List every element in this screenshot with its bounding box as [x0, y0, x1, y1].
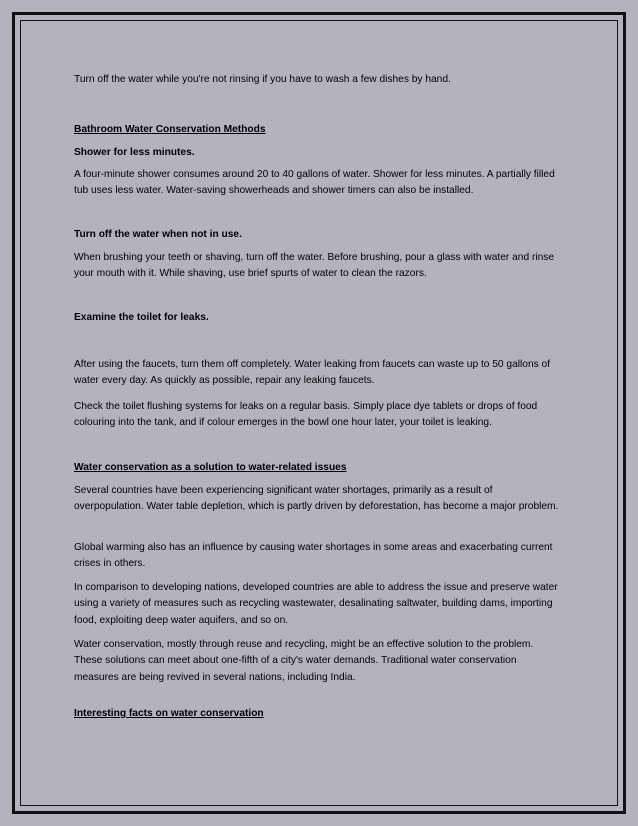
- solution-paragraph-1: Several countries have been experiencing significant water shortages, primarily as a result of overpopulation. Water table depletion, which is partly driven by deforestation, has become a major problem.: [74, 485, 559, 513]
- solution-paragraph-4: Water conservation, mostly through reuse and recycling, might be an effective solution to the problem. These solutions can meet about one-fifth of a city's water demands. Traditional water conservation measures are being revived in several nations, including India.: [74, 639, 534, 683]
- toilet-title: Examine the toilet for leaks.: [74, 312, 209, 323]
- intro-tip: Turn off the water while you're not rinsing if you have to wash a few dishes by hand.: [74, 74, 451, 85]
- bathroom-heading: Bathroom Water Conservation Methods: [74, 124, 266, 135]
- toilet-text: Check the toilet flushing systems for leaks on a regular basis. Simply place dye tablets or drops of food colouring into the tank, and if colour emerges in the bowl one hour later, your toilet is leaking.: [74, 401, 538, 429]
- faucets-text: After using the faucets, turn them off completely. Water leaking from faucets can waste up to 50 gallons of water every day. As quickly as possible, repair any leaking faucets.: [74, 359, 551, 387]
- solution-paragraph-2: Global warming also has an influence by causing water shortages in some areas and exacerbating current crises in others.: [74, 542, 553, 570]
- solution-paragraph-3: In comparison to developing nations, developed countries are able to address the issue and preserve water using a variety of measures such as recycling wastewater, desalinating saltwater, building dams, importing food, exploiting deep water aquifers, and so on.: [74, 582, 558, 626]
- facts-heading: Interesting facts on water conservation: [74, 708, 264, 719]
- water-off-text: When brushing your teeth or shaving, turn off the water. Before brushing, pour a glass with water and rinse your mouth with it. While shaving, use brief spurts of water to clean the razors.: [74, 252, 555, 280]
- shower-text: A four-minute shower consumes around 20 to 40 gallons of water. Shower for less minutes. A partially filled tub uses less water. Water-saving showerheads and shower timers can also be installed.: [74, 169, 555, 197]
- water-off-title: Turn off the water when not in use.: [74, 229, 242, 240]
- solution-heading: Water conservation as a solution to water-related issues: [74, 462, 347, 473]
- shower-title: Shower for less minutes.: [74, 147, 195, 158]
